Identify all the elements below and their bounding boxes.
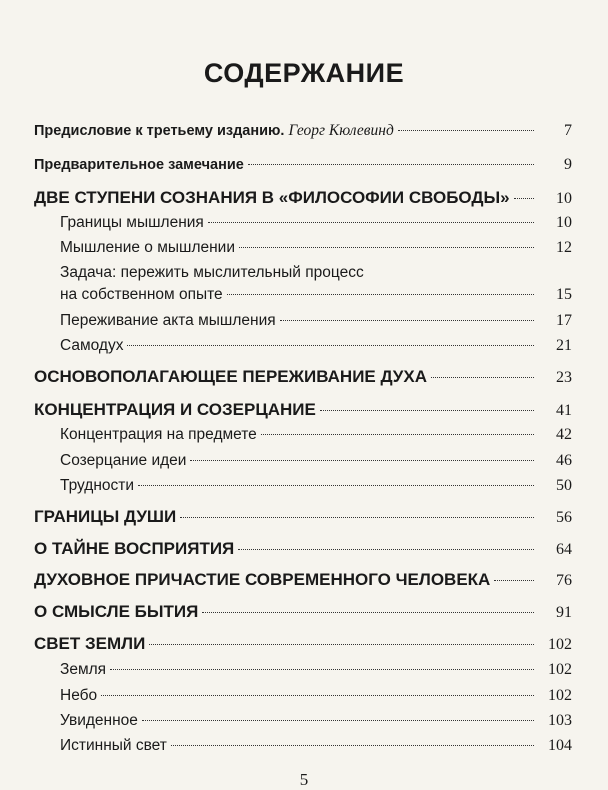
toc-subentry: [60, 312, 572, 330]
toc-entry-label: Концентрация на предмете: [60, 426, 257, 443]
toc-page-number: 50: [556, 477, 572, 494]
leader-dots: [138, 485, 534, 486]
toc-entry: [34, 634, 572, 654]
toc-entry-label: О СМЫСЛЕ БЫТИЯ: [34, 602, 199, 621]
toc-page-number: 15: [556, 286, 572, 303]
toc-entry-title: Предисловие к третьему изданию.: [34, 123, 285, 139]
toc-entry-label: Предварительное замечание: [34, 157, 244, 173]
toc-subentry: [60, 712, 572, 730]
toc-subentry: [60, 214, 572, 232]
leader-dots: [171, 745, 534, 746]
leader-dots: [239, 247, 534, 248]
leader-dots: [142, 720, 534, 721]
toc-subentry: [60, 687, 572, 705]
toc-entry-label: Самодух: [60, 337, 124, 354]
toc-page-number: 12: [556, 239, 572, 256]
toc-page-number: 91: [556, 604, 572, 621]
leader-dots: [398, 130, 534, 131]
toc-subentry: [60, 477, 572, 495]
leader-dots: [494, 580, 534, 581]
toc-page-number: 76: [556, 572, 572, 589]
toc-page-number: 10: [556, 190, 572, 207]
toc-entry-label: Границы мышления: [60, 214, 204, 231]
leader-dots: [208, 222, 534, 223]
toc-page-number: 64: [556, 541, 572, 558]
toc-entry-label: Небо: [60, 687, 98, 704]
leader-dots: [238, 549, 534, 550]
toc-entry-label: Земля: [60, 661, 107, 678]
leader-dots: [149, 644, 534, 645]
leader-dots: [280, 320, 534, 321]
toc-entry-label: ДВЕ СТУПЕНИ СОЗНАНИЯ В «ФИЛОСОФИИ СВОБОДЫ»: [34, 188, 510, 207]
page-number: 5: [299, 770, 309, 789]
toc-page-number: 102: [548, 636, 572, 653]
toc-subentry: [60, 239, 572, 257]
toc-page-number: 17: [556, 312, 572, 329]
toc-entry-label: Истинный свет: [60, 737, 167, 754]
toc-entry-label: СВЕТ ЗЕМЛИ: [34, 634, 146, 653]
toc-page-number: 56: [556, 509, 572, 526]
toc-entry-label: [34, 122, 394, 140]
toc-entry: [34, 367, 572, 387]
leader-dots: [202, 612, 534, 613]
toc-entry-label: О ТАЙНЕ ВОСПРИЯТИЯ: [34, 539, 235, 558]
leader-dots: [320, 410, 534, 411]
toc-entry: [34, 602, 572, 622]
toc-entry-label: ОСНОВОПОЛАГАЮЩЕЕ ПЕРЕЖИВАНИЕ ДУХА: [34, 367, 427, 386]
toc-subentry: [60, 737, 572, 755]
toc-subentry: [60, 452, 572, 470]
toc-page-number: 23: [556, 369, 572, 386]
page-title: СОДЕРЖАНИЕ: [203, 58, 405, 88]
toc-entry: [34, 122, 572, 140]
toc-entry-label: Мышление о мышлении: [60, 239, 235, 256]
toc-page-number: 102: [548, 687, 572, 704]
toc-entry-label: Увиденное: [60, 712, 138, 729]
toc-entry-label: ДУХОВНОЕ ПРИЧАСТИЕ СОВРЕМЕННОГО ЧЕЛОВЕКА: [34, 570, 491, 589]
toc-page-number: 103: [548, 712, 572, 729]
toc-page-number: 9: [564, 156, 572, 173]
leader-dots: [190, 460, 534, 461]
toc-subentry: [60, 337, 572, 355]
leader-dots: [127, 345, 534, 346]
toc-entry: [34, 156, 572, 174]
leader-dots: [261, 434, 534, 435]
toc-entry-label: Трудности: [60, 477, 135, 494]
toc-page-number: 42: [556, 426, 572, 443]
toc-entry-label: Переживание акта мышления: [60, 312, 276, 329]
toc-page-number: 10: [556, 214, 572, 231]
toc-page-number: 41: [556, 402, 572, 419]
toc-subentry: [60, 286, 572, 304]
leader-dots: [101, 695, 534, 696]
toc-entry: [34, 570, 572, 590]
leader-dots: [110, 669, 534, 670]
toc-entry: [34, 507, 572, 527]
toc-page-number: 7: [564, 122, 572, 139]
leader-dots: [248, 164, 534, 165]
leader-dots: [431, 377, 534, 378]
toc-entry: [34, 188, 572, 208]
leader-dots: [514, 198, 534, 199]
toc-page-number: 102: [548, 661, 572, 678]
toc-entry-label: на собственном опыте: [60, 286, 223, 303]
toc-entry: [34, 400, 572, 420]
leader-dots: [180, 517, 534, 518]
toc-entry-label: Созерцание идеи: [60, 452, 187, 469]
toc-subentry-line1: Задача: пережить мыслительный процесс: [60, 264, 364, 281]
toc-page-number: 46: [556, 452, 572, 469]
toc-subentry: [60, 661, 572, 679]
toc-entry-author: Георг Кюлевинд: [288, 122, 394, 139]
toc-page-number: 21: [556, 337, 572, 354]
toc-entry-label: ГРАНИЦЫ ДУШИ: [34, 507, 177, 526]
toc-entry: [34, 539, 572, 559]
leader-dots: [227, 294, 534, 295]
toc-entry-label: КОНЦЕНТРАЦИЯ И СОЗЕРЦАНИЕ: [34, 400, 316, 419]
toc-subentry: [60, 426, 572, 444]
toc-page-number: 104: [548, 737, 572, 754]
